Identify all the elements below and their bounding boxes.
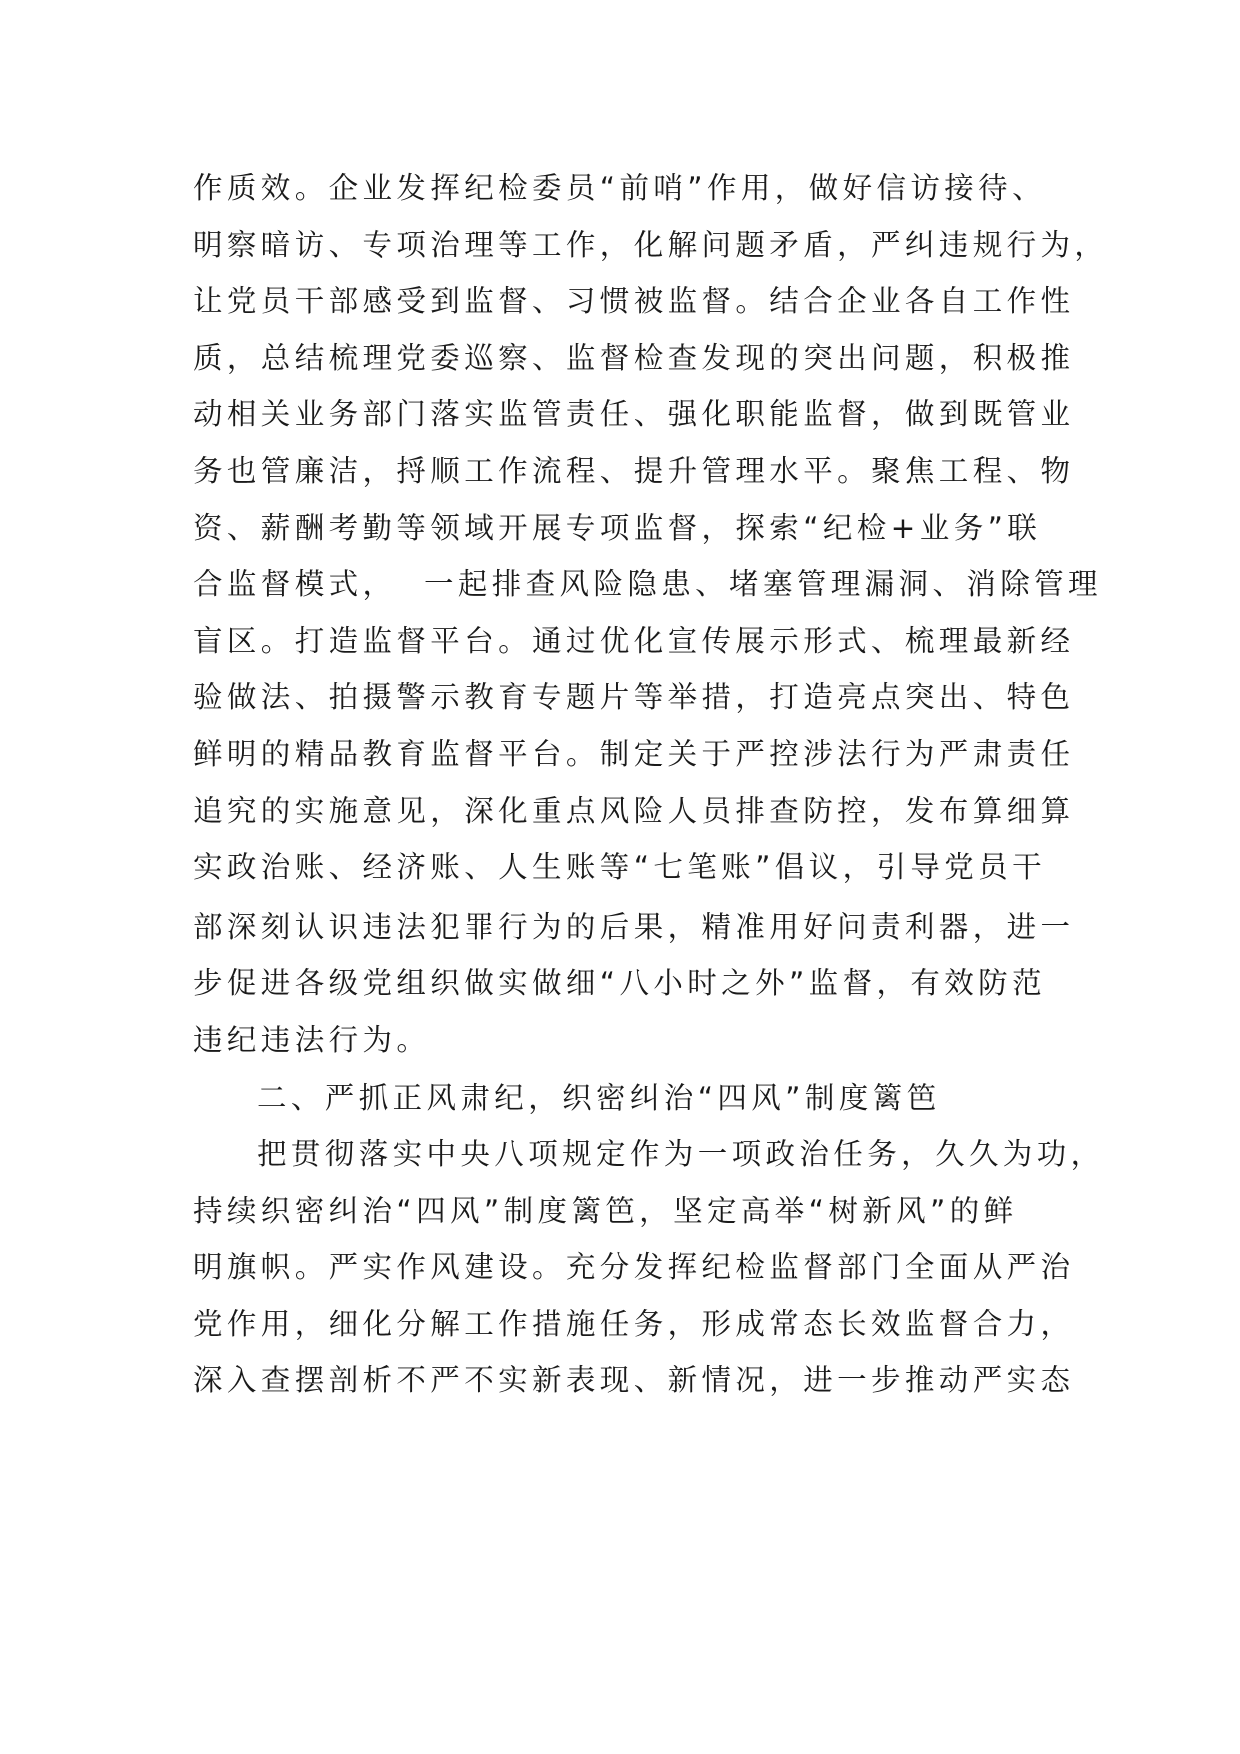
paragraph-line: 资、薪酬考勤等领域开展专项监督，探索“纪检+业务”联 xyxy=(193,510,1042,545)
paragraph-line: 鲜明的精品教育监督平台。制定关于严控涉法行为严肃责任 xyxy=(193,736,1075,771)
section-heading: 二、严抓正风肃纪，织密纠治“四风”制度篱笆 xyxy=(257,1080,941,1115)
paragraph-line: 盲区。打造监督平台。通过优化宣传展示形式、梳理最新经 xyxy=(193,623,1075,658)
paragraph-1 xyxy=(193,160,1109,1069)
paragraph-line: 明察暗访、专项治理等工作，化解问题矛盾，严纠违规行为， xyxy=(193,227,1109,262)
paragraph-2 xyxy=(193,1126,1105,1409)
paragraph-line: 追究的实施意见，深化重点风险人员排查防控，发布算细算 xyxy=(193,793,1075,828)
paragraph-line: 作质效。企业发挥纪检委员“前哨”作用，做好信访接待、 xyxy=(193,171,1046,205)
paragraph-line: 持续织密纠治“四风”制度篱笆，坚定高举“树新风”的鲜 xyxy=(193,1193,1018,1228)
paragraph-line: 部深刻认识违法犯罪行为的后果，精准用好问责利器，进一 xyxy=(193,909,1075,944)
paragraph-line: 务也管廉洁，捋顺工作流程、提升管理水平。聚焦工程、物 xyxy=(193,453,1075,488)
paragraph-line: 明旗帜。严实作风建设。充分发挥纪检监督部门全面从严治 xyxy=(193,1250,1075,1285)
paragraph-line: 动相关业务部门落实监管责任、强化职能监督，做到既管业 xyxy=(193,397,1075,432)
paragraph-line: 实政治账、经济账、人生账等“七笔账”倡议，引导党员干 xyxy=(193,850,1046,885)
paragraph-line: 党作用，细化分解工作措施任务，形成常态长效监督合力， xyxy=(193,1306,1075,1341)
paragraph-line: 步促进各级党组织做实做细“八小时之外”监督，有效防范 xyxy=(193,966,1046,1001)
paragraph-line: 深入查摆剖析不严不实新表现、新情况，进一步推动严实态 xyxy=(193,1363,1075,1398)
paragraph-line: 把贯彻落实中央八项规定作为一项政治任务，久久为功， xyxy=(257,1137,1105,1172)
paragraph-line: 合监督模式， 一起排查风险隐患、堵塞管理漏洞、消除管理 xyxy=(193,567,1102,602)
document-body xyxy=(193,160,1109,1409)
paragraph-line: 违纪违法行为。 xyxy=(193,1022,431,1057)
paragraph-line: 质，总结梳理党委巡察、监督检查发现的突出问题，积极推 xyxy=(193,340,1075,375)
paragraph-line: 验做法、拍摄警示教育专题片等举措，打造亮点突出、特色 xyxy=(193,680,1075,715)
paragraph-line: 让党员干部感受到监督、习惯被监督。结合企业各自工作性 xyxy=(193,284,1075,319)
